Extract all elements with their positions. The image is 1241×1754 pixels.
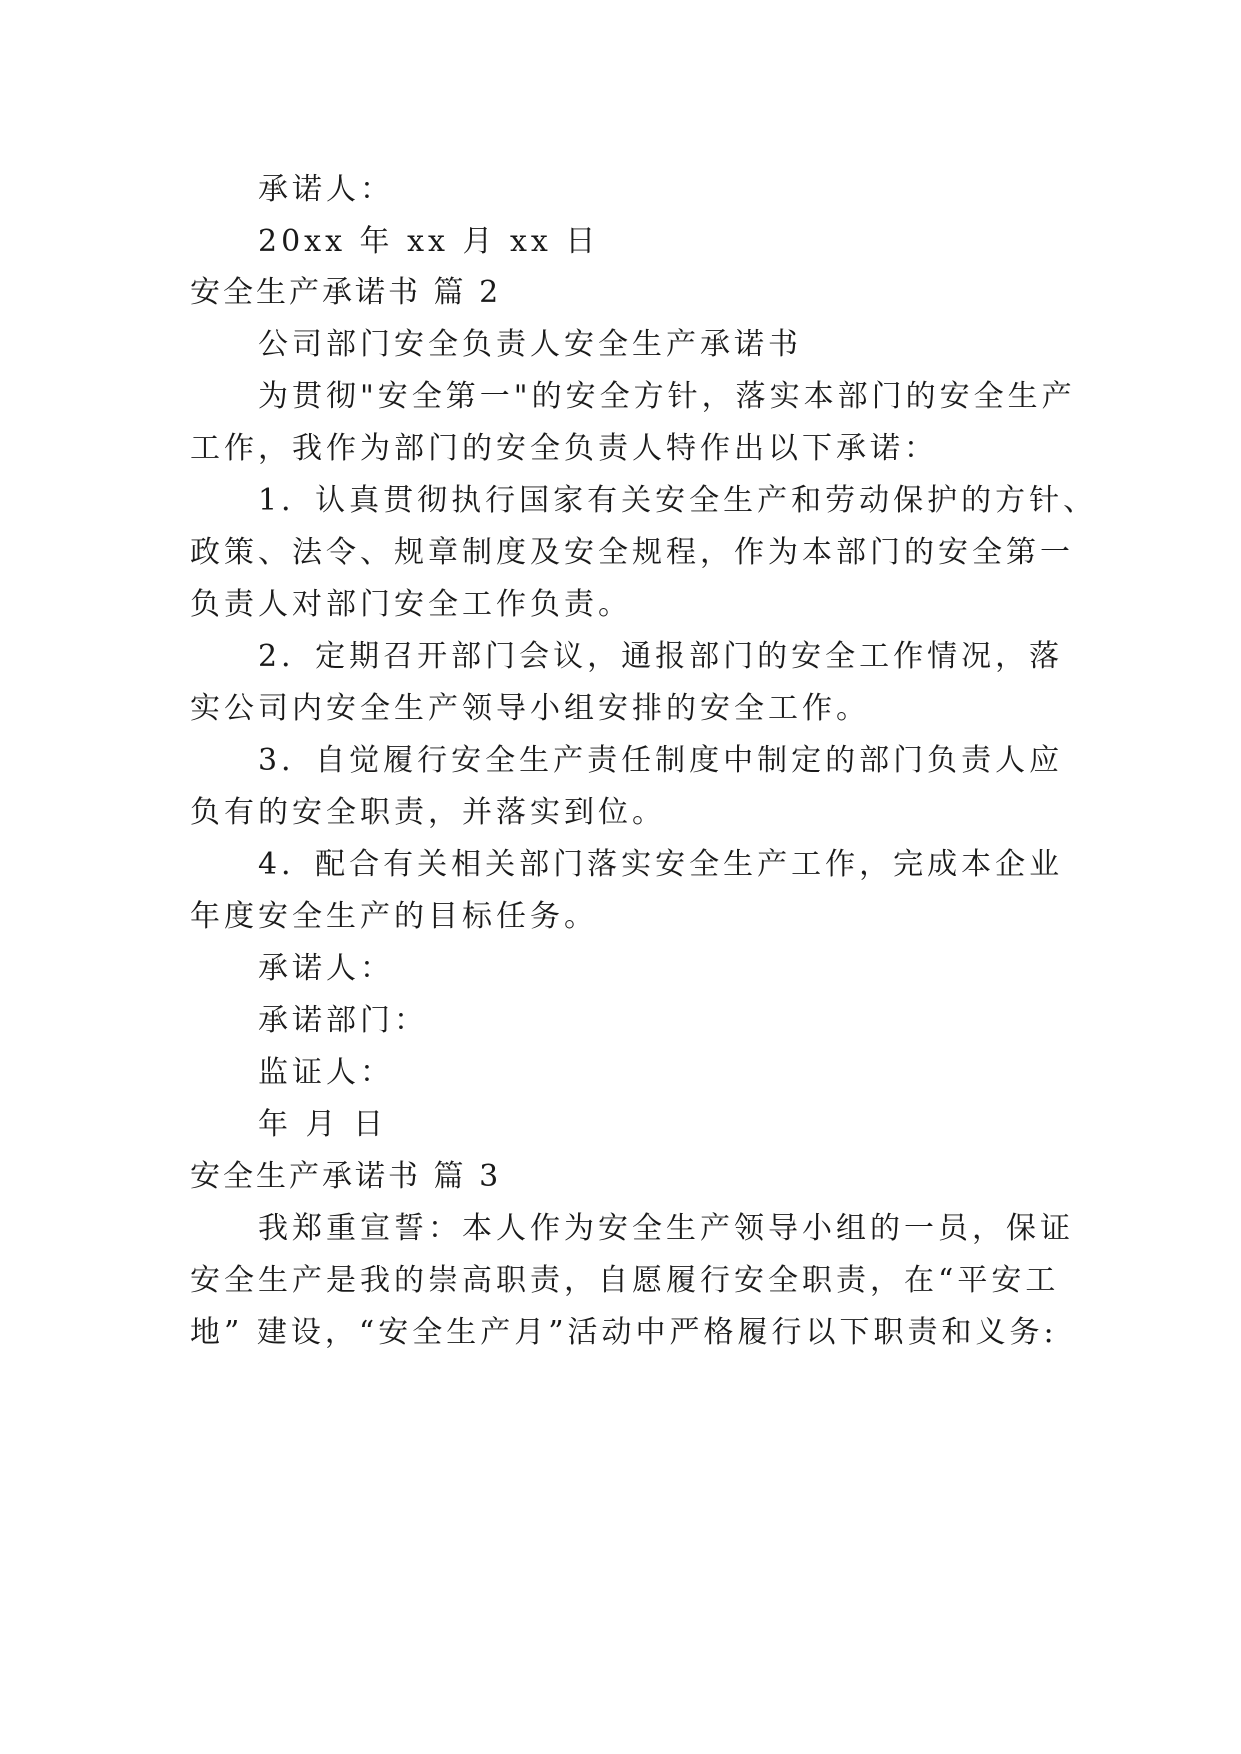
- paragraph-line: 3．自觉履行安全生产责任制度中制定的部门负责人应: [258, 743, 1064, 778]
- paragraph-line: 负责人对部门安全工作负责。: [190, 587, 632, 622]
- paragraph-line: 负有的安全职责，并落实到位。: [190, 795, 666, 830]
- signer-label-2: 承诺人：: [258, 951, 394, 986]
- paragraph-line: 实公司内安全生产领导小组安排的安全工作。: [190, 691, 870, 726]
- paragraph-line: 我郑重宣誓：本人作为安全生产领导小组的一员，保证: [258, 1211, 1074, 1246]
- commitment-title: 公司部门安全负责人安全生产承诺书: [258, 327, 802, 362]
- section-heading-3: 安全生产承诺书 篇 3: [190, 1159, 502, 1194]
- department-label: 承诺部门：: [258, 1003, 428, 1038]
- paragraph-line: 1．认真贯彻执行国家有关安全生产和劳动保护的方针、: [258, 483, 1098, 518]
- paragraph-line: 工作，我作为部门的安全负责人特作出以下承诺：: [190, 431, 938, 466]
- paragraph-line: 地” 建设，“安全生产月”活动中严格履行以下职责和义务:: [190, 1315, 1058, 1350]
- date-line-1: 20xx 年 xx 月 xx 日: [258, 224, 600, 259]
- paragraph-line: 为贯彻"安全第一"的安全方针，落实本部门的安全生产: [258, 379, 1076, 414]
- signer-label-1: 承诺人：: [258, 172, 394, 207]
- paragraph-line: 安全生产是我的崇高职责，自愿履行安全职责，在“平安工: [190, 1263, 1060, 1298]
- paragraph-line: 4．配合有关相关部门落实安全生产工作，完成本企业: [258, 847, 1064, 882]
- witness-label: 监证人：: [258, 1055, 394, 1090]
- paragraph-line: 政策、法令、规章制度及安全规程，作为本部门的安全第一: [190, 535, 1074, 570]
- section-heading-2: 安全生产承诺书 篇 2: [190, 275, 502, 310]
- paragraph-line: 2．定期召开部门会议，通报部门的安全工作情况，落: [258, 639, 1064, 674]
- paragraph-line: 年度安全生产的目标任务。: [190, 899, 598, 934]
- date-line-2: 年 月 日: [258, 1107, 388, 1142]
